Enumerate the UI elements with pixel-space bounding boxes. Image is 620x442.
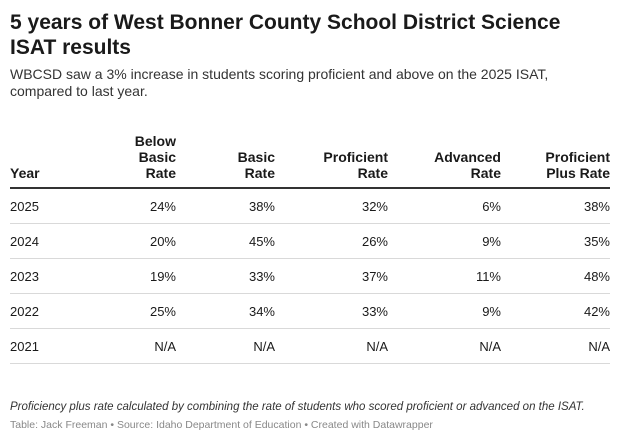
column-header-line: Plus Rate (546, 165, 610, 181)
rate-cell: 35% (501, 224, 610, 259)
rate-cell: 32% (275, 188, 388, 224)
table-row (10, 259, 610, 294)
rate-cell: 25% (80, 294, 176, 329)
column-header-4 (388, 130, 501, 188)
rate-cell: 38% (176, 188, 275, 224)
year-cell: 2025 (10, 188, 80, 224)
column-header-2 (176, 130, 275, 188)
results-table (10, 130, 610, 364)
column-header-line: Proficient (545, 149, 610, 165)
rate-cell: N/A (501, 329, 610, 364)
rate-cell: 20% (80, 224, 176, 259)
table-row (10, 329, 610, 364)
chart-subtitle: WBCSD saw a 3% increase in students scoring proficient and above on the 2025 ISAT, compared to last year. (10, 66, 549, 99)
table-row (10, 188, 610, 224)
rate-cell: 38% (501, 188, 610, 224)
table-row (10, 294, 610, 329)
rate-cell: N/A (275, 329, 388, 364)
rate-cell: 42% (501, 294, 610, 329)
rate-cell: 9% (388, 224, 501, 259)
column-header-1 (80, 130, 176, 188)
rate-cell: 26% (275, 224, 388, 259)
column-header-0 (10, 130, 80, 188)
chart-title: 5 years of West Bonner County School District Science ISAT results (10, 11, 561, 59)
column-header-line: Basic (237, 149, 275, 165)
rate-cell: 48% (501, 259, 610, 294)
column-header-line: Below (134, 133, 176, 149)
column-header-line: Rate (244, 165, 275, 181)
column-header-line: Rate (145, 165, 176, 181)
year-cell: 2023 (10, 259, 80, 294)
rate-cell: 24% (80, 188, 176, 224)
rate-cell: 19% (80, 259, 176, 294)
column-header-3 (275, 130, 388, 188)
column-header-5 (501, 130, 610, 188)
table-header-row (10, 130, 610, 188)
table-row (10, 224, 610, 259)
year-cell: 2022 (10, 294, 80, 329)
rate-cell: 33% (176, 259, 275, 294)
rate-cell: N/A (176, 329, 275, 364)
footnote: Proficiency plus rate calculated by combining the rate of students who scored proficient or advanced on the ISAT. (10, 401, 585, 413)
column-header-line: Basic (138, 149, 176, 165)
column-header-line: Advanced (434, 149, 501, 165)
column-header-line: Proficient (323, 149, 388, 165)
column-header-line: Rate (470, 165, 501, 181)
rate-cell: 11% (388, 259, 501, 294)
rate-cell: 33% (275, 294, 388, 329)
rate-cell: 6% (388, 188, 501, 224)
rate-cell: N/A (80, 329, 176, 364)
year-cell: 2024 (10, 224, 80, 259)
column-header-line: Year (10, 165, 40, 181)
source-credit: Table: Jack Freeman • Source: Idaho Department of Education • Created with Datawrapper (10, 419, 433, 431)
table-body (10, 188, 610, 364)
rate-cell: 37% (275, 259, 388, 294)
rate-cell: 9% (388, 294, 501, 329)
rate-cell: N/A (388, 329, 501, 364)
year-cell: 2021 (10, 329, 80, 364)
column-header-line: Rate (357, 165, 388, 181)
rate-cell: 45% (176, 224, 275, 259)
rate-cell: 34% (176, 294, 275, 329)
